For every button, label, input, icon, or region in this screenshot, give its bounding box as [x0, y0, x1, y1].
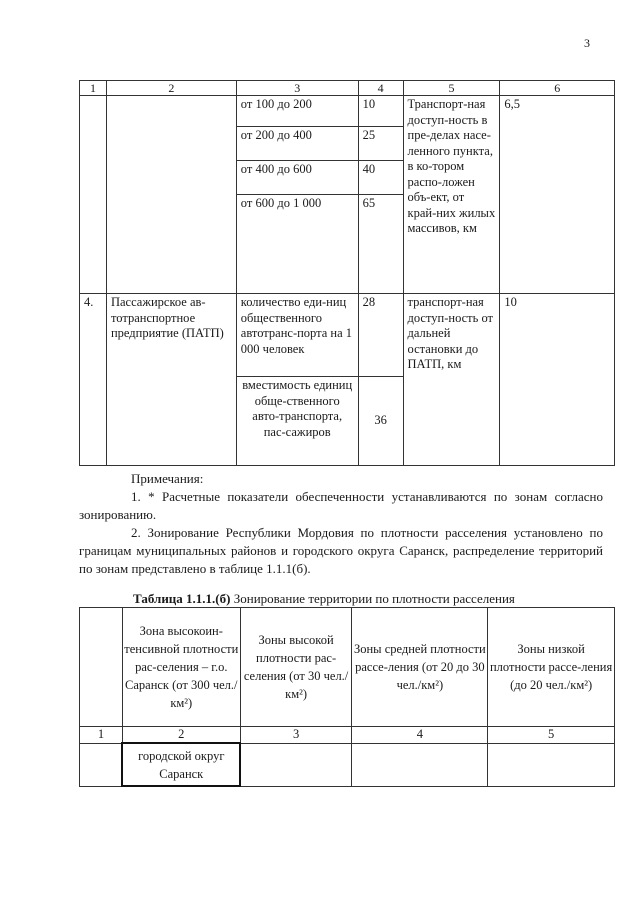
data-cell	[240, 743, 352, 786]
col-header: 3	[236, 81, 358, 96]
col-header: 6	[500, 81, 615, 96]
table-row	[80, 96, 615, 127]
col-header: 1	[80, 81, 107, 96]
range-cell: от 600 до 1 000	[236, 195, 358, 294]
col-header: Зоны высокой плотности рас-селения (от 30 чел./км²)	[240, 608, 352, 727]
table-row	[80, 727, 615, 744]
range-cell: от 400 до 600	[236, 161, 358, 195]
notes-block	[79, 470, 603, 578]
col-header	[80, 608, 123, 727]
col-number: 4	[352, 727, 488, 744]
table2-caption	[133, 591, 515, 607]
data-cell	[80, 743, 123, 786]
indicator-value: 10	[500, 294, 615, 466]
col-number: 5	[488, 727, 615, 744]
table-header-row	[80, 608, 615, 727]
facility-name: Пассажирское ав-тотранспортное предприятие (ПАТП)	[106, 294, 236, 466]
col-header: 4	[358, 81, 403, 96]
zoning-table	[79, 607, 615, 787]
page-number: 3	[584, 36, 590, 50]
indicator-value: 6,5	[500, 96, 615, 294]
empty-cell	[80, 96, 107, 294]
metric-cell: количество еди-ниц общественного автотранс-порта на 1 000 человек	[236, 294, 358, 377]
col-header: Зоны низкой плотности рассе-ления (до 20 чел./км²)	[488, 608, 615, 727]
table-row	[80, 294, 615, 377]
range-value: 40	[358, 161, 403, 195]
table-header-row	[80, 81, 615, 96]
empty-cell	[106, 96, 236, 294]
metric-cell: вместимость единиц обще-ственного авто-транспорта, пас-сажиров	[236, 377, 358, 466]
table-row	[80, 743, 615, 786]
table2-caption-text: Зонирование территории по плотности расселения	[230, 591, 515, 606]
col-header: 5	[403, 81, 500, 96]
col-number: 2	[122, 727, 240, 744]
data-cell	[488, 743, 615, 786]
metric-value: 36	[358, 377, 403, 466]
col-number: 1	[80, 727, 123, 744]
data-cell	[352, 743, 488, 786]
note-1: 1. * Расчетные показатели обеспеченности устанавливаются по зонам согласно зонированию.	[79, 489, 603, 522]
range-value: 65	[358, 195, 403, 294]
col-header: Зоны средней плотности рассе-ления (от 20 до 30 чел./км²)	[352, 608, 488, 727]
zone-cell-saransk: городской округ Саранск	[122, 743, 240, 786]
capacity-table	[79, 80, 615, 466]
range-cell: от 200 до 400	[236, 127, 358, 161]
col-header: 2	[106, 81, 236, 96]
row-number: 4.	[80, 294, 107, 466]
col-number: 3	[240, 727, 352, 744]
note-2: 2. Зонирование Республики Мордовия по плотности расселения установлено по границам муниципальных районов и городского округа Саранск, распределение территорий по зонам представлено в таблице 1.1.1(б).	[79, 525, 603, 576]
table2-caption-number: Таблица 1.1.1.(б)	[133, 591, 231, 606]
metric-value: 28	[358, 294, 403, 377]
range-cell: от 100 до 200	[236, 96, 358, 127]
range-value: 10	[358, 96, 403, 127]
range-value: 25	[358, 127, 403, 161]
indicator-cell: Транспорт-ная доступ-ность в пре-делах насе-ленного пункта, в ко-тором распо-ложен объ-ект, от край-них жилых массивов, км	[403, 96, 500, 294]
col-header: Зона высокоин-тенсивной плотности рас-селения – г.о. Саранск (от 300 чел./км²)	[122, 608, 240, 727]
indicator-cell: транспорт-ная доступ-ность от дальней остановки до ПАТП, км	[403, 294, 500, 466]
notes-title: Примечания:	[131, 471, 204, 486]
